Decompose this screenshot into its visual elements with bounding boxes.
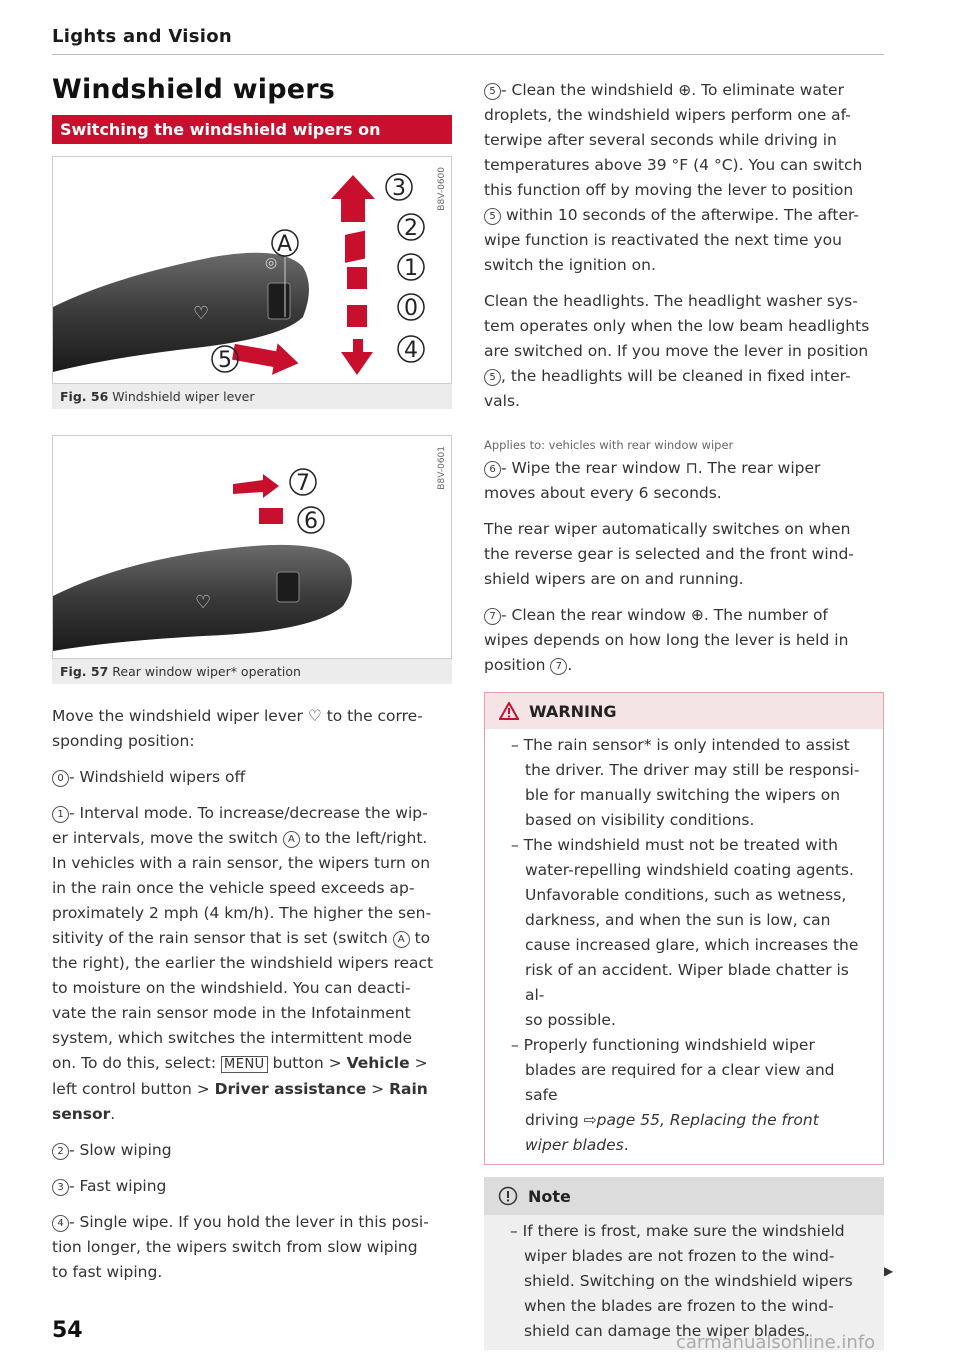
callout-A: A <box>277 232 293 257</box>
menu-key: MENU <box>221 1056 268 1073</box>
wiper-lever-illustration <box>53 157 451 383</box>
warning-triangle-icon <box>499 702 519 720</box>
warning-header <box>485 693 883 729</box>
callout-5: 5 <box>218 348 232 373</box>
position-5: 5 - Clean the windshield ⊕. To eliminate water droplets, the windshield wipers perform one af- terwipe after several seconds while driving in temperatures above 39 °F (4 °C). You can switch this function off by moving the lever to position 5 within 10 seconds of the afterwipe. The after- wipe function is reactivated the next time you switch the ignition on. <box>484 81 863 274</box>
position-1: 1 - Interval mode. To increase/decrease the wip- er intervals, move the switch A to the left/right. In vehicles with a rain sensor, the wipers turn on in the rain once the vehicle speed exceeds ap- proximately 2 mph (4 km/h). The higher the sen- sitivity of the rain sensor that is set (switch A to the right), the earlier the windshield wipers react to moisture on the windshield. You can deacti- vate the rain sensor mode in the Infotainment system, which switches the intermittent mode on. To do this, select: MENU button > Vehicle > left control button > Driver assistance > Rain sensor. <box>52 804 434 1123</box>
figure-label: Fig. 56 <box>60 389 109 404</box>
callout-0: 0 <box>404 296 418 321</box>
note-item: – If there is frost, make sure the windshield wiper blades are not frozen to the wind- shield. Switching on the windshield wipers when the blades are frozen to the wind- shield can damage the wiper blades. <box>510 1222 853 1340</box>
warning-item: – The rain sensor* is only intended to assist the driver. The driver may still be responsi- ble for manually switching the wipers on based on visibility conditions. <box>511 736 860 829</box>
rear-wiper-illustration <box>53 436 451 658</box>
headlight-cleaning: Clean the headlights. The headlight washer sys- tem operates only when the low beam headlights are switched on. If you move the lever in position 5 , the headlights will be cleaned in fixed inter- vals. <box>484 292 870 410</box>
arrow-up-icon <box>233 474 279 498</box>
position-7: 7 - Clean the rear window ⊕. The number of wipes depends on how long the lever is held in position 7 . <box>484 606 849 674</box>
left-column <box>52 74 452 1285</box>
svg-text:♡: ♡ <box>195 592 212 613</box>
figure-56 <box>52 156 452 384</box>
position-2: 2 - Slow wiping <box>52 1138 452 1163</box>
note-body <box>484 1215 884 1350</box>
right-column <box>484 78 884 1350</box>
position-4: 4 - Single wipe. If you hold the lever in this posi- tion longer, the wipers switch from slow wiping to fast wiping. <box>52 1213 429 1281</box>
callout-4: 4 <box>404 338 418 363</box>
callout-7: 7 <box>296 471 310 496</box>
intro-text: Move the windshield wiper lever ♡ to the corre- sponding position: <box>52 707 423 750</box>
windshield-washer-symbol: ◎ <box>265 255 278 271</box>
callout-1: 1 <box>404 256 418 281</box>
arrow-push-icon <box>231 336 302 379</box>
page-header <box>52 26 884 55</box>
position-3: 3 - Fast wiping <box>52 1174 452 1199</box>
figure-caption-text: Windshield wiper lever <box>112 389 255 404</box>
subsection-title: Switching the windshield wipers on <box>52 115 452 144</box>
callout-6: 6 <box>304 509 318 534</box>
note-header <box>484 1177 884 1215</box>
info-circle-icon <box>498 1186 518 1206</box>
figure-caption-text: Rear window wiper* operation <box>112 664 301 679</box>
figure-code: B8V-0601 <box>437 446 447 490</box>
figure-label: Fig. 57 <box>60 664 109 679</box>
note-title: Note <box>528 1186 571 1206</box>
header-title: Lights and Vision <box>52 26 232 47</box>
section-title: Windshield wipers <box>52 74 336 105</box>
warning-body <box>485 729 883 1164</box>
reverse-gear-info: The rear wiper automatically switches on when the reverse gear is selected and the front wind- shield wipers are on and running. <box>484 520 854 588</box>
note-box <box>484 1177 884 1350</box>
warning-item: – Properly functioning windshield wiper blades are required for a clear view and safe driving ⇨page 55, Replacing the front wiper blades. <box>511 1036 835 1154</box>
svg-text:♡: ♡ <box>193 303 210 324</box>
wiper-symbol-icon: ♡ <box>307 707 322 725</box>
warning-title: WARNING <box>529 701 617 721</box>
applies-to-note: Applies to: vehicles with rear window wiper <box>484 438 734 452</box>
washer-icon: ⊕ <box>678 81 692 99</box>
callout-2: 2 <box>404 216 418 241</box>
position-6: 6 - Wipe the rear window ⊓. The rear wiper moves about every 6 seconds. <box>484 459 821 502</box>
warning-box <box>484 692 884 1165</box>
figure-57-caption <box>52 659 452 684</box>
rear-wiper-icon: ⊓ <box>685 459 698 477</box>
page-reference-link[interactable]: ⇨page 55, Replacing the front wiper blades <box>525 1111 819 1154</box>
callout-3: 3 <box>392 176 406 201</box>
arrow-up-icon <box>331 175 375 222</box>
page-number: 54 <box>52 1318 83 1343</box>
left-body <box>52 704 452 1285</box>
continue-arrow-icon: ▶ <box>884 1264 894 1278</box>
figure-56-caption <box>52 384 452 409</box>
figure-57 <box>52 435 452 659</box>
figure-code: B8V-0600 <box>437 167 447 211</box>
position-0: 0 - Windshield wipers off <box>52 765 452 790</box>
rear-washer-icon: ⊕ <box>690 606 704 624</box>
watermark: carmanualsonline.info <box>676 1332 876 1353</box>
arrow-down-icon <box>341 339 373 375</box>
warning-item: – The windshield must not be treated with water-repelling windshield coating agents. Unfavorable conditions, such as wetness, darkness, and when the sun is low, can cause increased glare, which increases the risk of an accident. Wiper blade chatter is al- so possible. <box>511 836 859 1029</box>
